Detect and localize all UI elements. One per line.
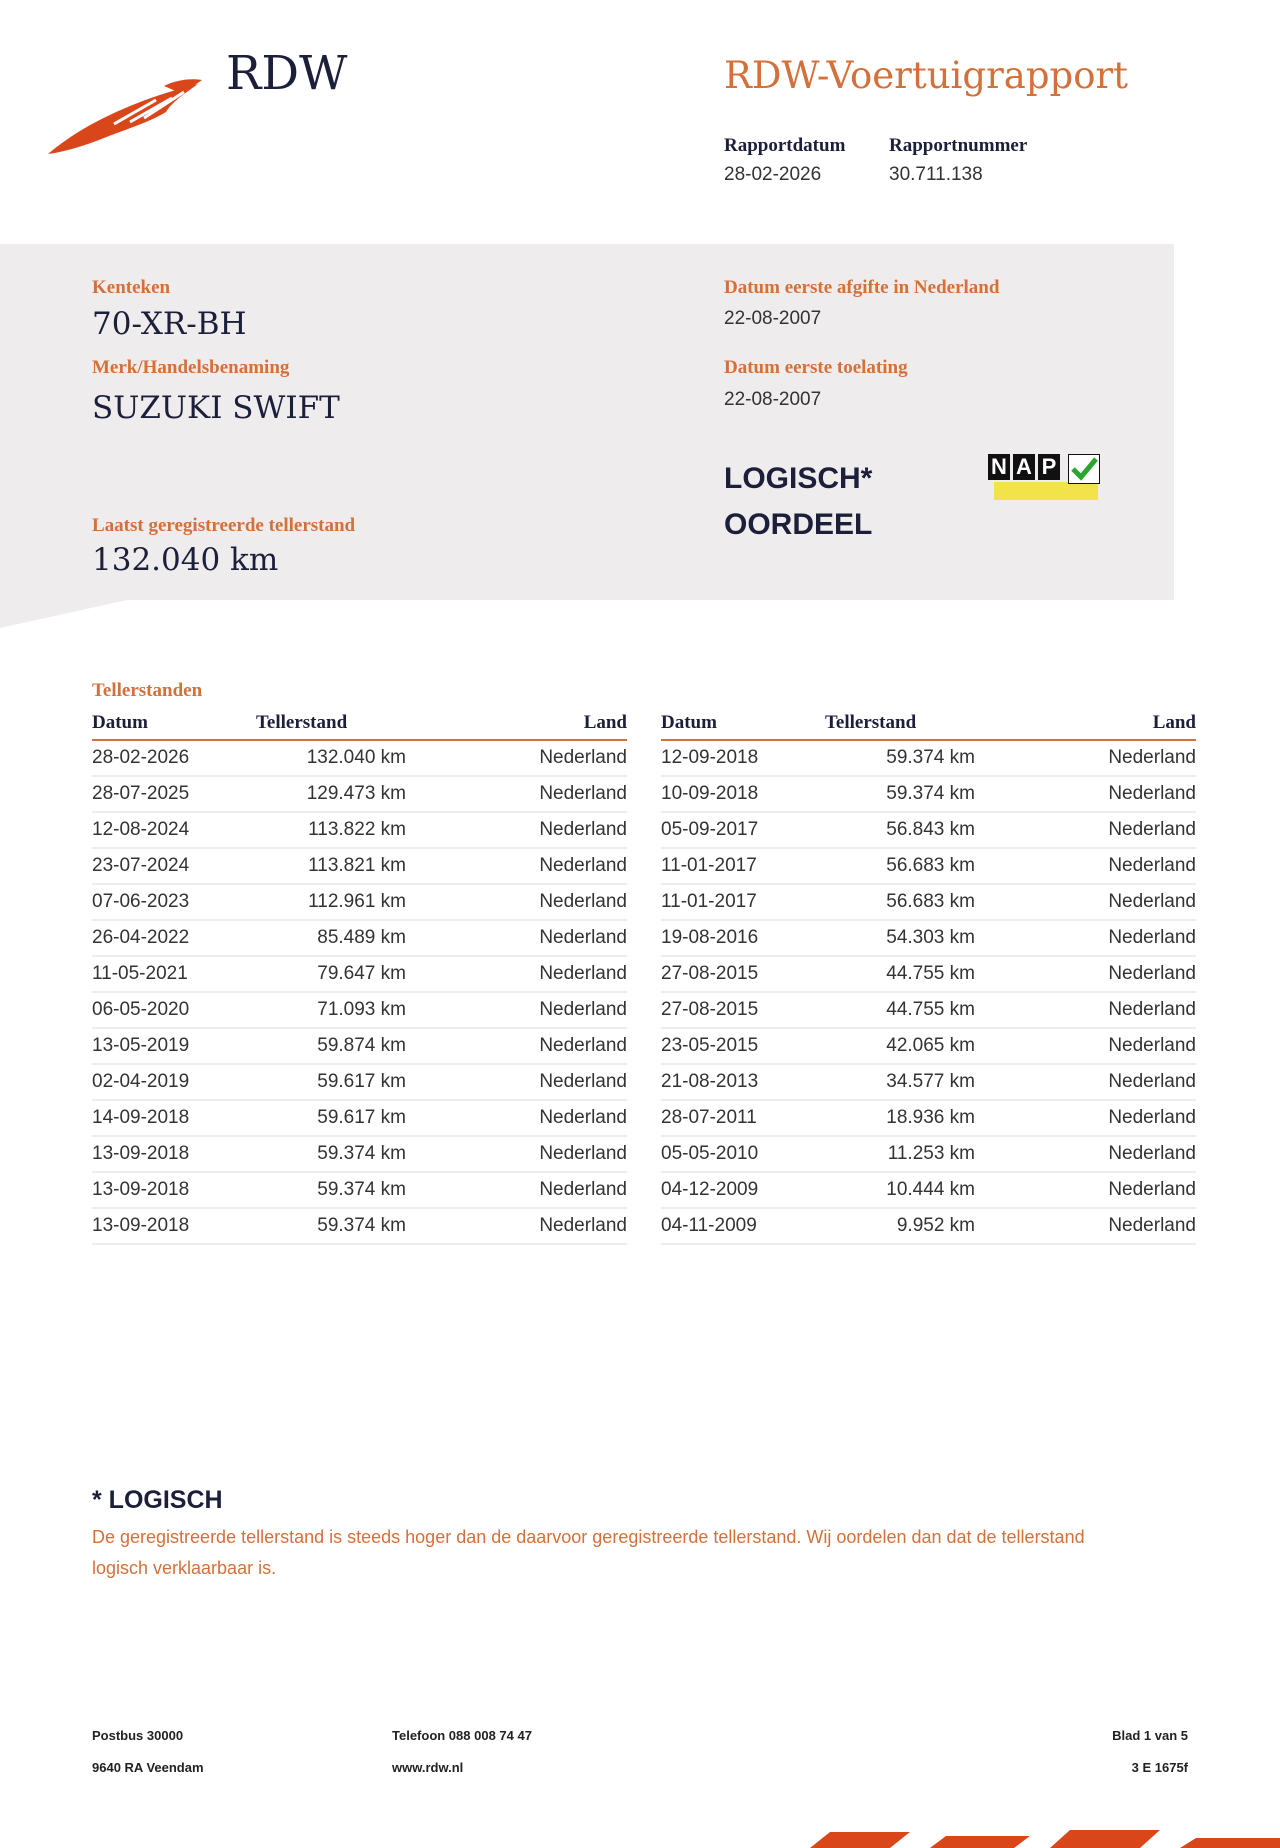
cell-reading: 59.374 km [242, 1136, 406, 1172]
cell-country: Nederland [975, 1136, 1196, 1172]
footnote-text: De geregistreerde tellerstand is steeds hoger dan de daarvoor geregistreerde tellerstand. Wij oordelen dan dat de tellerstand logisch verklaarbaar is. [92, 1527, 1085, 1578]
cell-country: Nederland [975, 1208, 1196, 1244]
cell-date: 13-09-2018 [92, 1172, 242, 1208]
cell-country: Nederland [406, 992, 627, 1028]
nap-letter-a: A [1013, 454, 1035, 480]
cell-reading: 56.683 km [811, 848, 975, 884]
first-issue-nl-label: Datum eerste afgifte in Nederland [724, 277, 1000, 298]
cell-country: Nederland [975, 992, 1196, 1028]
column-header-reading: Tellerstand [242, 711, 406, 740]
cell-date: 05-05-2010 [661, 1136, 811, 1172]
cell-country: Nederland [975, 812, 1196, 848]
table-row [661, 1028, 1196, 1064]
cell-country: Nederland [406, 1064, 627, 1100]
cell-reading: 54.303 km [811, 920, 975, 956]
cell-country: Nederland [975, 1028, 1196, 1064]
cell-date: 28-07-2025 [92, 776, 242, 812]
first-issue-nl-value: 22-08-2007 [724, 308, 822, 329]
cell-date: 19-08-2016 [661, 920, 811, 956]
cell-country: Nederland [406, 956, 627, 992]
cell-date: 26-04-2022 [92, 920, 242, 956]
verdict-line-1: LOGISCH* [724, 462, 873, 495]
cell-country: Nederland [975, 1100, 1196, 1136]
cell-date: 13-09-2018 [92, 1208, 242, 1244]
cell-country: Nederland [975, 776, 1196, 812]
table-row [661, 812, 1196, 848]
table-row [661, 1064, 1196, 1100]
table-row [661, 1172, 1196, 1208]
cell-date: 23-07-2024 [92, 848, 242, 884]
cell-date: 14-09-2018 [92, 1100, 242, 1136]
make-value: SUZUKI SWIFT [92, 390, 340, 426]
cell-reading: 113.822 km [242, 812, 406, 848]
cell-country: Nederland [406, 1028, 627, 1064]
cell-country: Nederland [975, 884, 1196, 920]
table-row [92, 920, 627, 956]
checkmark-icon [1068, 454, 1100, 484]
footer-page-number: Blad 1 van 5 [1112, 1728, 1188, 1743]
cell-reading: 59.374 km [811, 740, 975, 776]
cell-date: 13-09-2018 [92, 1136, 242, 1172]
make-label: Merk/Handelsbenaming [92, 357, 290, 378]
brand-name: RDW [226, 46, 348, 101]
cell-country: Nederland [975, 1172, 1196, 1208]
first-admission-value: 22-08-2007 [724, 389, 822, 410]
footer-address-line-2: 9640 RA Veendam [92, 1760, 204, 1775]
cell-date: 02-04-2019 [92, 1064, 242, 1100]
cell-reading: 59.874 km [242, 1028, 406, 1064]
cell-country: Nederland [975, 920, 1196, 956]
cell-reading: 42.065 km [811, 1028, 975, 1064]
table-row [661, 1136, 1196, 1172]
table-row [92, 1028, 627, 1064]
cell-reading: 85.489 km [242, 920, 406, 956]
nap-badge [988, 454, 1112, 502]
cell-date: 04-12-2009 [661, 1172, 811, 1208]
cell-date: 11-01-2017 [661, 884, 811, 920]
table-row [661, 776, 1196, 812]
cell-country: Nederland [406, 740, 627, 776]
column-header-date: Datum [661, 711, 811, 740]
report-number: 30.711.138 [889, 164, 983, 185]
cell-date: 23-05-2015 [661, 1028, 811, 1064]
cell-country: Nederland [975, 1064, 1196, 1100]
cell-date: 28-02-2026 [92, 740, 242, 776]
cell-country: Nederland [406, 1172, 627, 1208]
column-header-date: Datum [92, 711, 242, 740]
rdw-logo-icon [44, 72, 204, 164]
cell-reading: 11.253 km [811, 1136, 975, 1172]
cell-date: 12-09-2018 [661, 740, 811, 776]
cell-date: 06-05-2020 [92, 992, 242, 1028]
table-row [661, 920, 1196, 956]
column-header-reading: Tellerstand [811, 711, 975, 740]
cell-reading: 59.374 km [811, 776, 975, 812]
cell-date: 13-05-2019 [92, 1028, 242, 1064]
cell-reading: 56.843 km [811, 812, 975, 848]
cell-date: 12-08-2024 [92, 812, 242, 848]
cell-country: Nederland [406, 884, 627, 920]
cell-country: Nederland [406, 848, 627, 884]
table-row [661, 740, 1196, 776]
cell-country: Nederland [406, 1136, 627, 1172]
nap-letter-n: N [988, 454, 1010, 480]
odometer-section-title: Tellerstanden [92, 680, 203, 701]
cell-reading: 59.374 km [242, 1172, 406, 1208]
cell-reading: 44.755 km [811, 956, 975, 992]
decorative-stripes [780, 1828, 1280, 1848]
odometer-table-left [92, 711, 627, 1245]
odometer-table-right [661, 711, 1196, 1245]
cell-reading: 129.473 km [242, 776, 406, 812]
verdict-line-2: OORDEEL [724, 508, 873, 541]
last-odometer-label: Laatst geregistreerde tellerstand [92, 515, 356, 536]
cell-country: Nederland [406, 1208, 627, 1244]
report-number-label: Rapportnummer [889, 135, 1028, 156]
cell-country: Nederland [406, 812, 627, 848]
table-row [92, 740, 627, 776]
footnote-title: * LOGISCH [92, 1486, 223, 1514]
cell-reading: 10.444 km [811, 1172, 975, 1208]
table-row [92, 884, 627, 920]
table-row [92, 776, 627, 812]
table-row [661, 956, 1196, 992]
table-row [92, 1208, 627, 1244]
table-header-row [661, 711, 1196, 740]
last-odometer-value: 132.040 km [92, 542, 279, 578]
cell-reading: 59.617 km [242, 1064, 406, 1100]
cell-country: Nederland [975, 848, 1196, 884]
table-row [92, 1136, 627, 1172]
table-row [92, 992, 627, 1028]
cell-date: 10-09-2018 [661, 776, 811, 812]
cell-date: 27-08-2015 [661, 992, 811, 1028]
cell-reading: 79.647 km [242, 956, 406, 992]
table-row [92, 1172, 627, 1208]
plate-label: Kenteken [92, 277, 171, 298]
table-row [92, 812, 627, 848]
footer-website: www.rdw.nl [392, 1760, 464, 1775]
cell-reading: 59.374 km [242, 1208, 406, 1244]
cell-reading: 34.577 km [811, 1064, 975, 1100]
column-header-country: Land [975, 711, 1196, 740]
cell-country: Nederland [406, 1100, 627, 1136]
cell-reading: 44.755 km [811, 992, 975, 1028]
report-title: RDW-Voertuigrapport [724, 54, 1129, 97]
cell-country: Nederland [406, 920, 627, 956]
table-row [92, 848, 627, 884]
table-row [661, 1208, 1196, 1244]
cell-reading: 113.821 km [242, 848, 406, 884]
footer-address-line-1: Postbus 30000 [92, 1728, 184, 1743]
cell-date: 21-08-2013 [661, 1064, 811, 1100]
cell-country: Nederland [975, 740, 1196, 776]
cell-date: 05-09-2017 [661, 812, 811, 848]
table-row [661, 1100, 1196, 1136]
cell-country: Nederland [406, 776, 627, 812]
cell-date: 07-06-2023 [92, 884, 242, 920]
table-header-row [92, 711, 627, 740]
column-header-country: Land [406, 711, 627, 740]
plate-value: 70-XR-BH [92, 306, 247, 342]
nap-letter-p: P [1038, 454, 1060, 480]
cell-date: 27-08-2015 [661, 956, 811, 992]
table-row [661, 992, 1196, 1028]
cell-reading: 132.040 km [242, 740, 406, 776]
first-admission-label: Datum eerste toelating [724, 357, 908, 378]
report-date-label: Rapportdatum [724, 135, 846, 156]
cell-reading: 59.617 km [242, 1100, 406, 1136]
report-date: 28-02-2026 [724, 164, 822, 185]
table-row [92, 1100, 627, 1136]
summary-panel-tab [0, 598, 136, 628]
footer-code: 3 E 1675f [1131, 1760, 1188, 1775]
cell-reading: 56.683 km [811, 884, 975, 920]
cell-reading: 9.952 km [811, 1208, 975, 1244]
table-row [661, 848, 1196, 884]
cell-date: 28-07-2011 [661, 1100, 811, 1136]
footer-phone: Telefoon 088 008 74 47 [392, 1728, 532, 1743]
table-row [92, 956, 627, 992]
nap-badge-underline [994, 482, 1098, 500]
cell-reading: 71.093 km [242, 992, 406, 1028]
cell-country: Nederland [975, 956, 1196, 992]
cell-date: 11-05-2021 [92, 956, 242, 992]
cell-reading: 18.936 km [811, 1100, 975, 1136]
table-row [92, 1064, 627, 1100]
cell-reading: 112.961 km [242, 884, 406, 920]
cell-date: 11-01-2017 [661, 848, 811, 884]
cell-date: 04-11-2009 [661, 1208, 811, 1244]
table-row [661, 884, 1196, 920]
